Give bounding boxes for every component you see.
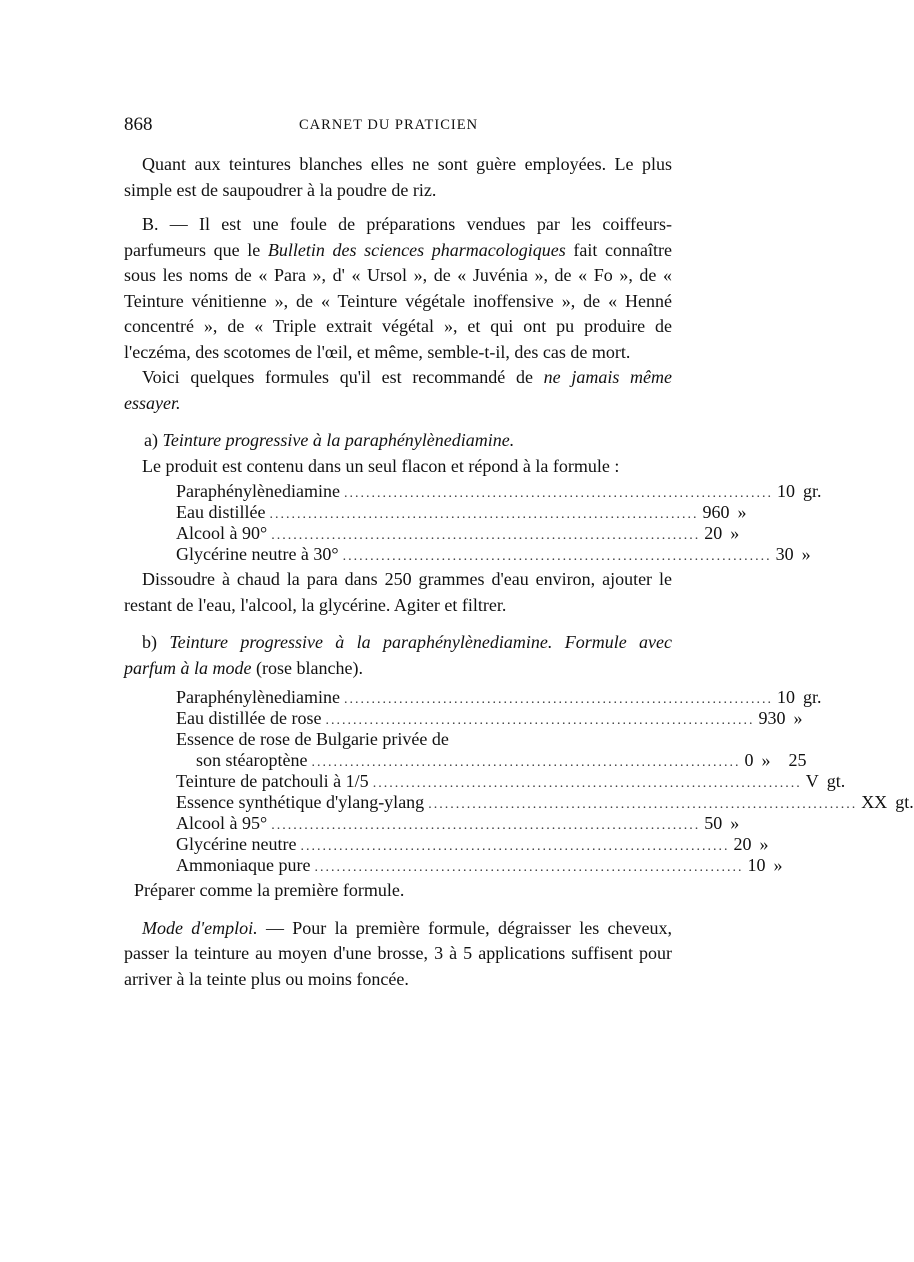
leader-dots: .............................................................................. — [271, 528, 701, 543]
section-b-instructions: Préparer comme la première formule. — [134, 880, 405, 900]
formula-row — [176, 481, 822, 502]
leader-dots: .............................................................................. — [311, 755, 741, 770]
section-a-intro: Le produit est contenu dans un seul flacon et répond à la formule : — [142, 455, 620, 476]
ingredient-quantity: V — [805, 771, 819, 791]
page-header — [124, 114, 684, 140]
formula-row — [176, 729, 616, 750]
leader-dots: .............................................................................. — [342, 549, 772, 564]
leader-dots: .............................................................................. — [343, 486, 773, 501]
ingredient-name: Glycérine neutre à 30° — [176, 544, 339, 564]
section-b-title — [124, 630, 672, 681]
ingredient-unit: » — [761, 750, 771, 770]
formula-a — [176, 481, 822, 565]
leader-dots: .............................................................................. — [271, 818, 701, 833]
ingredient-name: Alcool à 90° — [176, 523, 268, 543]
leader-dots: .............................................................................. — [269, 507, 699, 522]
section-b-prefix: b) — [142, 632, 170, 652]
paragraph-preparations-tail: fait connaître sous les noms de « Para », d' « Ursol », de « Juvénia », de « Fo », de « Teinture vénitienne », de « Teinture végétale inoffensive », de « Henné concentré », de « Triple extrait végétal », et qui ont pu produire de l'eczéma, des scotomes de l'œil, et même, semble-t-il, des cas de mort. — [124, 239, 672, 362]
ingredient-quantity: 10 — [747, 855, 766, 875]
mode-emploi-label: Mode d'emploi. — [142, 917, 258, 938]
ingredient-unit: » — [730, 813, 740, 833]
leader-dots: .............................................................................. — [300, 839, 730, 854]
ingredient-unit: » — [801, 544, 811, 564]
page-number: 868 — [124, 114, 153, 135]
paragraph-teintures-blanches: Quant aux teintures blanches elles ne sont guère employées. Le plus simple est de saupoudrer à la poudre de riz. — [124, 154, 672, 200]
leader-dots: .............................................................................. — [428, 797, 858, 812]
ingredient-name: Teinture de patchouli à 1/5 — [176, 771, 369, 791]
ingredient-quantity: 10 — [776, 481, 795, 501]
ingredient-name: Essence synthétique d'ylang-ylang — [176, 792, 425, 812]
formula-row — [176, 502, 747, 523]
running-title: CARNET DU PRATICIEN — [299, 117, 479, 133]
ingredient-name: Glycérine neutre — [176, 834, 297, 854]
section-a-title-text: Teinture progressive à la paraphénylènediamine. — [162, 430, 515, 450]
ingredient-name: Eau distillée de rose — [176, 708, 322, 728]
warning-emphasis: ne jamais même essayer. — [124, 367, 672, 413]
ingredient-unit: » — [773, 855, 783, 875]
page-content — [124, 152, 914, 992]
ingredient-quantity: 50 — [704, 813, 723, 833]
ingredient-unit: gr. — [802, 481, 822, 501]
ingredient-unit: » — [737, 502, 747, 522]
formula-row — [176, 813, 740, 834]
paragraph-warning — [124, 365, 672, 416]
ingredient-quantity: 20 — [704, 523, 723, 543]
formula-row: son stéaroptène .............................................................................. 0 » 25 — [176, 750, 616, 771]
mode-emploi — [124, 916, 672, 993]
ingredient-unit: gt. — [826, 771, 846, 791]
ingredient-quantity: 10 — [776, 687, 795, 707]
section-b-title-suffix: (rose blanche). — [251, 657, 363, 678]
ingredient-name: Paraphénylènediamine — [176, 687, 340, 707]
section-a-prefix: a) — [144, 430, 163, 450]
ingredient-unit: gr. — [802, 687, 822, 707]
formula-row — [176, 771, 846, 792]
ingredient-quantity: 930 — [758, 708, 786, 728]
leader-dots: .............................................................................. — [343, 692, 773, 707]
formula-row — [176, 792, 914, 813]
ingredient-quantity: 960 — [702, 502, 730, 522]
formula-row — [176, 834, 769, 855]
ingredient-name: Ammoniaque pure — [176, 855, 311, 875]
leader-dots: .............................................................................. — [325, 713, 755, 728]
mode-emploi-text: — Pour la première formule, dégraisser les cheveux, passer la teinture au moyen d'une brosse, 3 à 5 applications suffisent pour arriver à la teinte plus ou moins foncée. — [124, 917, 672, 989]
ingredient-name: Alcool à 95° — [176, 813, 268, 833]
formula-b — [176, 687, 914, 876]
leader-dots: .............................................................................. — [372, 776, 802, 791]
formula-row — [176, 523, 740, 544]
ingredient-quantity: 20 — [733, 834, 752, 854]
ingredient-quantity: 0 — [744, 750, 754, 770]
section-a-title — [124, 428, 672, 454]
ingredient-unit: gt. — [895, 792, 914, 812]
leader-dots: .............................................................................. — [314, 860, 744, 875]
ingredient-name: Essence de rose de Bulgarie privée de — [176, 729, 449, 749]
paragraph-warning-lead: Voici quelques formules qu'il est recommandé de — [142, 367, 544, 387]
ingredient-unit: » — [793, 708, 803, 728]
formula-row — [176, 708, 803, 729]
formula-row — [176, 544, 811, 565]
ingredient-unit: » — [759, 834, 769, 854]
bulletin-title: Bulletin des sciences pharmacologiques — [267, 239, 566, 260]
formula-row — [176, 687, 822, 708]
section-b-title-text: Teinture progressive à la paraphénylènediamine. Formule avec parfum à la mode — [124, 632, 672, 678]
paragraph-preparations — [124, 212, 672, 365]
ingredient-unit: » — [730, 523, 740, 543]
formula-row — [176, 855, 783, 876]
ingredient-name: Eau distillée — [176, 502, 266, 522]
ingredient-name: son stéaroptène — [196, 750, 308, 770]
section-a-instructions: Dissoudre à chaud la para dans 250 grammes d'eau environ, ajouter le restant de l'eau, l'alcool, la glycérine. Agiter et filtrer. — [124, 569, 672, 615]
paragraph-preparations-lead: B. — Il est une foule de préparations vendues par les coiffeurs-parfumeurs que le — [124, 214, 672, 260]
ingredient-quantity: 30 — [775, 544, 794, 564]
ingredient-name: Paraphénylènediamine — [176, 481, 340, 501]
ingredient-quantity: XX — [861, 792, 888, 812]
